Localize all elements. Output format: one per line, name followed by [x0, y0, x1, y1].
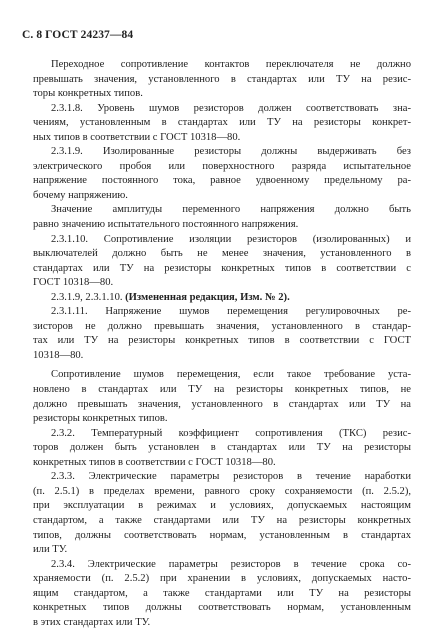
text-line [33, 58, 411, 73]
text-line-content: тах или ТУ на резисторы конкретных типов в соответствии с ГОСТ [33, 335, 411, 347]
text-line-content: 2.3.1.10. Сопротивление изоляции резисторов (изолированных) и [51, 233, 411, 245]
text-line [33, 383, 411, 398]
text-line-content: 2.3.2. Температурный коэффициент сопротивления (ТКС) резис- [51, 427, 411, 439]
text-line-content: напряжение постоянного тока, равное удвоенному предельному ра- [33, 175, 411, 187]
text-line-content: или ТУ. [33, 544, 68, 556]
text-line-content: превышать значения, установленного в стандартах или ТУ на резис- [33, 73, 411, 85]
text-line-content: (п. 2.5.1) в пределах времени, равного сроку сохраняемости (п. 2.5.2), [33, 485, 411, 497]
text-line [33, 233, 411, 248]
text-line [33, 262, 411, 277]
text-line-content: 2.3.3. Электрические параметры резисторов в течение наработки [51, 471, 411, 483]
text-line-content: чениям, установленным в стандартах или ТУ на резисторы конкрет- [33, 117, 411, 129]
text-line [33, 131, 411, 146]
text-line [33, 398, 411, 413]
text-line [33, 160, 411, 175]
text-line [33, 616, 411, 630]
text-line [33, 349, 411, 364]
text-line [33, 558, 411, 573]
text-line-content: конкретных типов должны соответствовать нормам, установленным [33, 602, 411, 614]
text-line-content: должно превышать значения, установленного в стандартах или ТУ на [33, 398, 411, 410]
text-line [33, 291, 411, 306]
text-line [33, 485, 411, 500]
text-line [33, 514, 411, 529]
text-line [33, 427, 411, 442]
text-line-content: 2.3.1.8. Уровень шумов резисторов должен соответствовать зна- [51, 102, 411, 114]
text-line-content: 10318—80. [33, 349, 84, 361]
text-line-content: новлено в стандартах или ТУ на резисторы конкретных типов, не [33, 384, 411, 396]
text-line-content: бочему напряжению. [33, 189, 128, 201]
text-line [33, 470, 411, 485]
text-line-content: конкретных типов в соответствии с ГОСТ 10318—80. [33, 456, 276, 468]
text-line [33, 145, 411, 160]
text-line-content: ГОСТ 10318—80. [33, 277, 114, 289]
text-line [33, 529, 411, 544]
text-line-content: стандартом, а также стандартами или ТУ на резисторы конкретных [33, 514, 411, 526]
text-line [33, 203, 411, 218]
text-line [33, 543, 411, 558]
text-line-content: 2.3.1.9. Изолированные резисторы должны выдерживать без [51, 146, 411, 158]
text-line [33, 572, 411, 587]
text-line [33, 499, 411, 514]
text-line [33, 116, 411, 131]
amendment-note: (Измененная редакция, Изм. № 2). [125, 291, 290, 303]
text-line-content: зисторов не должно превышать значения, установленного в стандар- [33, 320, 411, 332]
text-line [33, 102, 411, 117]
text-line-content: ных типов в соответствии с ГОСТ 10318—80. [33, 131, 241, 143]
text-line-content: ящим стандартом, а также стандартами или ТУ на резисторы [33, 587, 411, 599]
text-line [33, 247, 411, 262]
text-line [33, 334, 411, 349]
text-line-content: выключателей должно быть не менее значения, установленного в [33, 248, 411, 260]
text-line-content: 2.3.4. Электрические параметры резисторов в течение срока со- [51, 558, 411, 570]
text-line [33, 276, 411, 291]
text-line-content: в этих стандартах или ТУ. [33, 616, 151, 628]
page-header: С. 8 ГОСТ 24237—84 [22, 29, 134, 41]
text-line [33, 368, 411, 383]
text-line [33, 412, 411, 427]
text-line [33, 218, 411, 233]
text-line-content: электрического пробоя или поверхностного разряда испытательное [33, 160, 411, 172]
text-line [33, 73, 411, 88]
text-line-content: Переходное сопротивление контактов переключателя не должно [51, 59, 411, 70]
text-line-content: резисторы конкретных типов. [33, 413, 168, 425]
text-line-content: храняемости (п. 2.5.2) при хранении в условиях, допускаемых насто- [33, 573, 411, 585]
text-line [33, 587, 411, 602]
text-line-content: Сопротивление шумов перемещения, если такое требование уста- [51, 369, 411, 381]
document-body [33, 58, 411, 630]
text-line-content: Значение амплитуды переменного напряжения должно быть [51, 204, 411, 216]
text-line-content: при эксплуатации в режимах и условиях, допускаемых настоящим [33, 500, 411, 512]
text-line-content: торов должен быть установлен в стандартах или ТУ на резисторы [33, 442, 411, 454]
text-line-content: торы конкретных типов. [33, 88, 143, 100]
text-line [33, 189, 411, 204]
text-line-content: стандартах или ТУ на резисторы конкретных типов в соответствии с [33, 262, 411, 274]
text-line-content: 2.3.1.11. Напряжение шумов перемещения регулировочных ре- [51, 306, 411, 318]
text-line [33, 305, 411, 320]
text-line [33, 320, 411, 335]
text-line-content: типов, должны соответствовать нормам, установленным в стандартах [33, 529, 411, 541]
text-line [33, 456, 411, 471]
text-line [33, 87, 411, 102]
text-line [33, 601, 411, 616]
text-line [33, 174, 411, 189]
text-line-content: равно значению испытательного постоянного напряжения. [33, 219, 299, 231]
text-line-content: 2.3.1.9, 2.3.1.10. [51, 291, 126, 303]
text-line [33, 441, 411, 456]
